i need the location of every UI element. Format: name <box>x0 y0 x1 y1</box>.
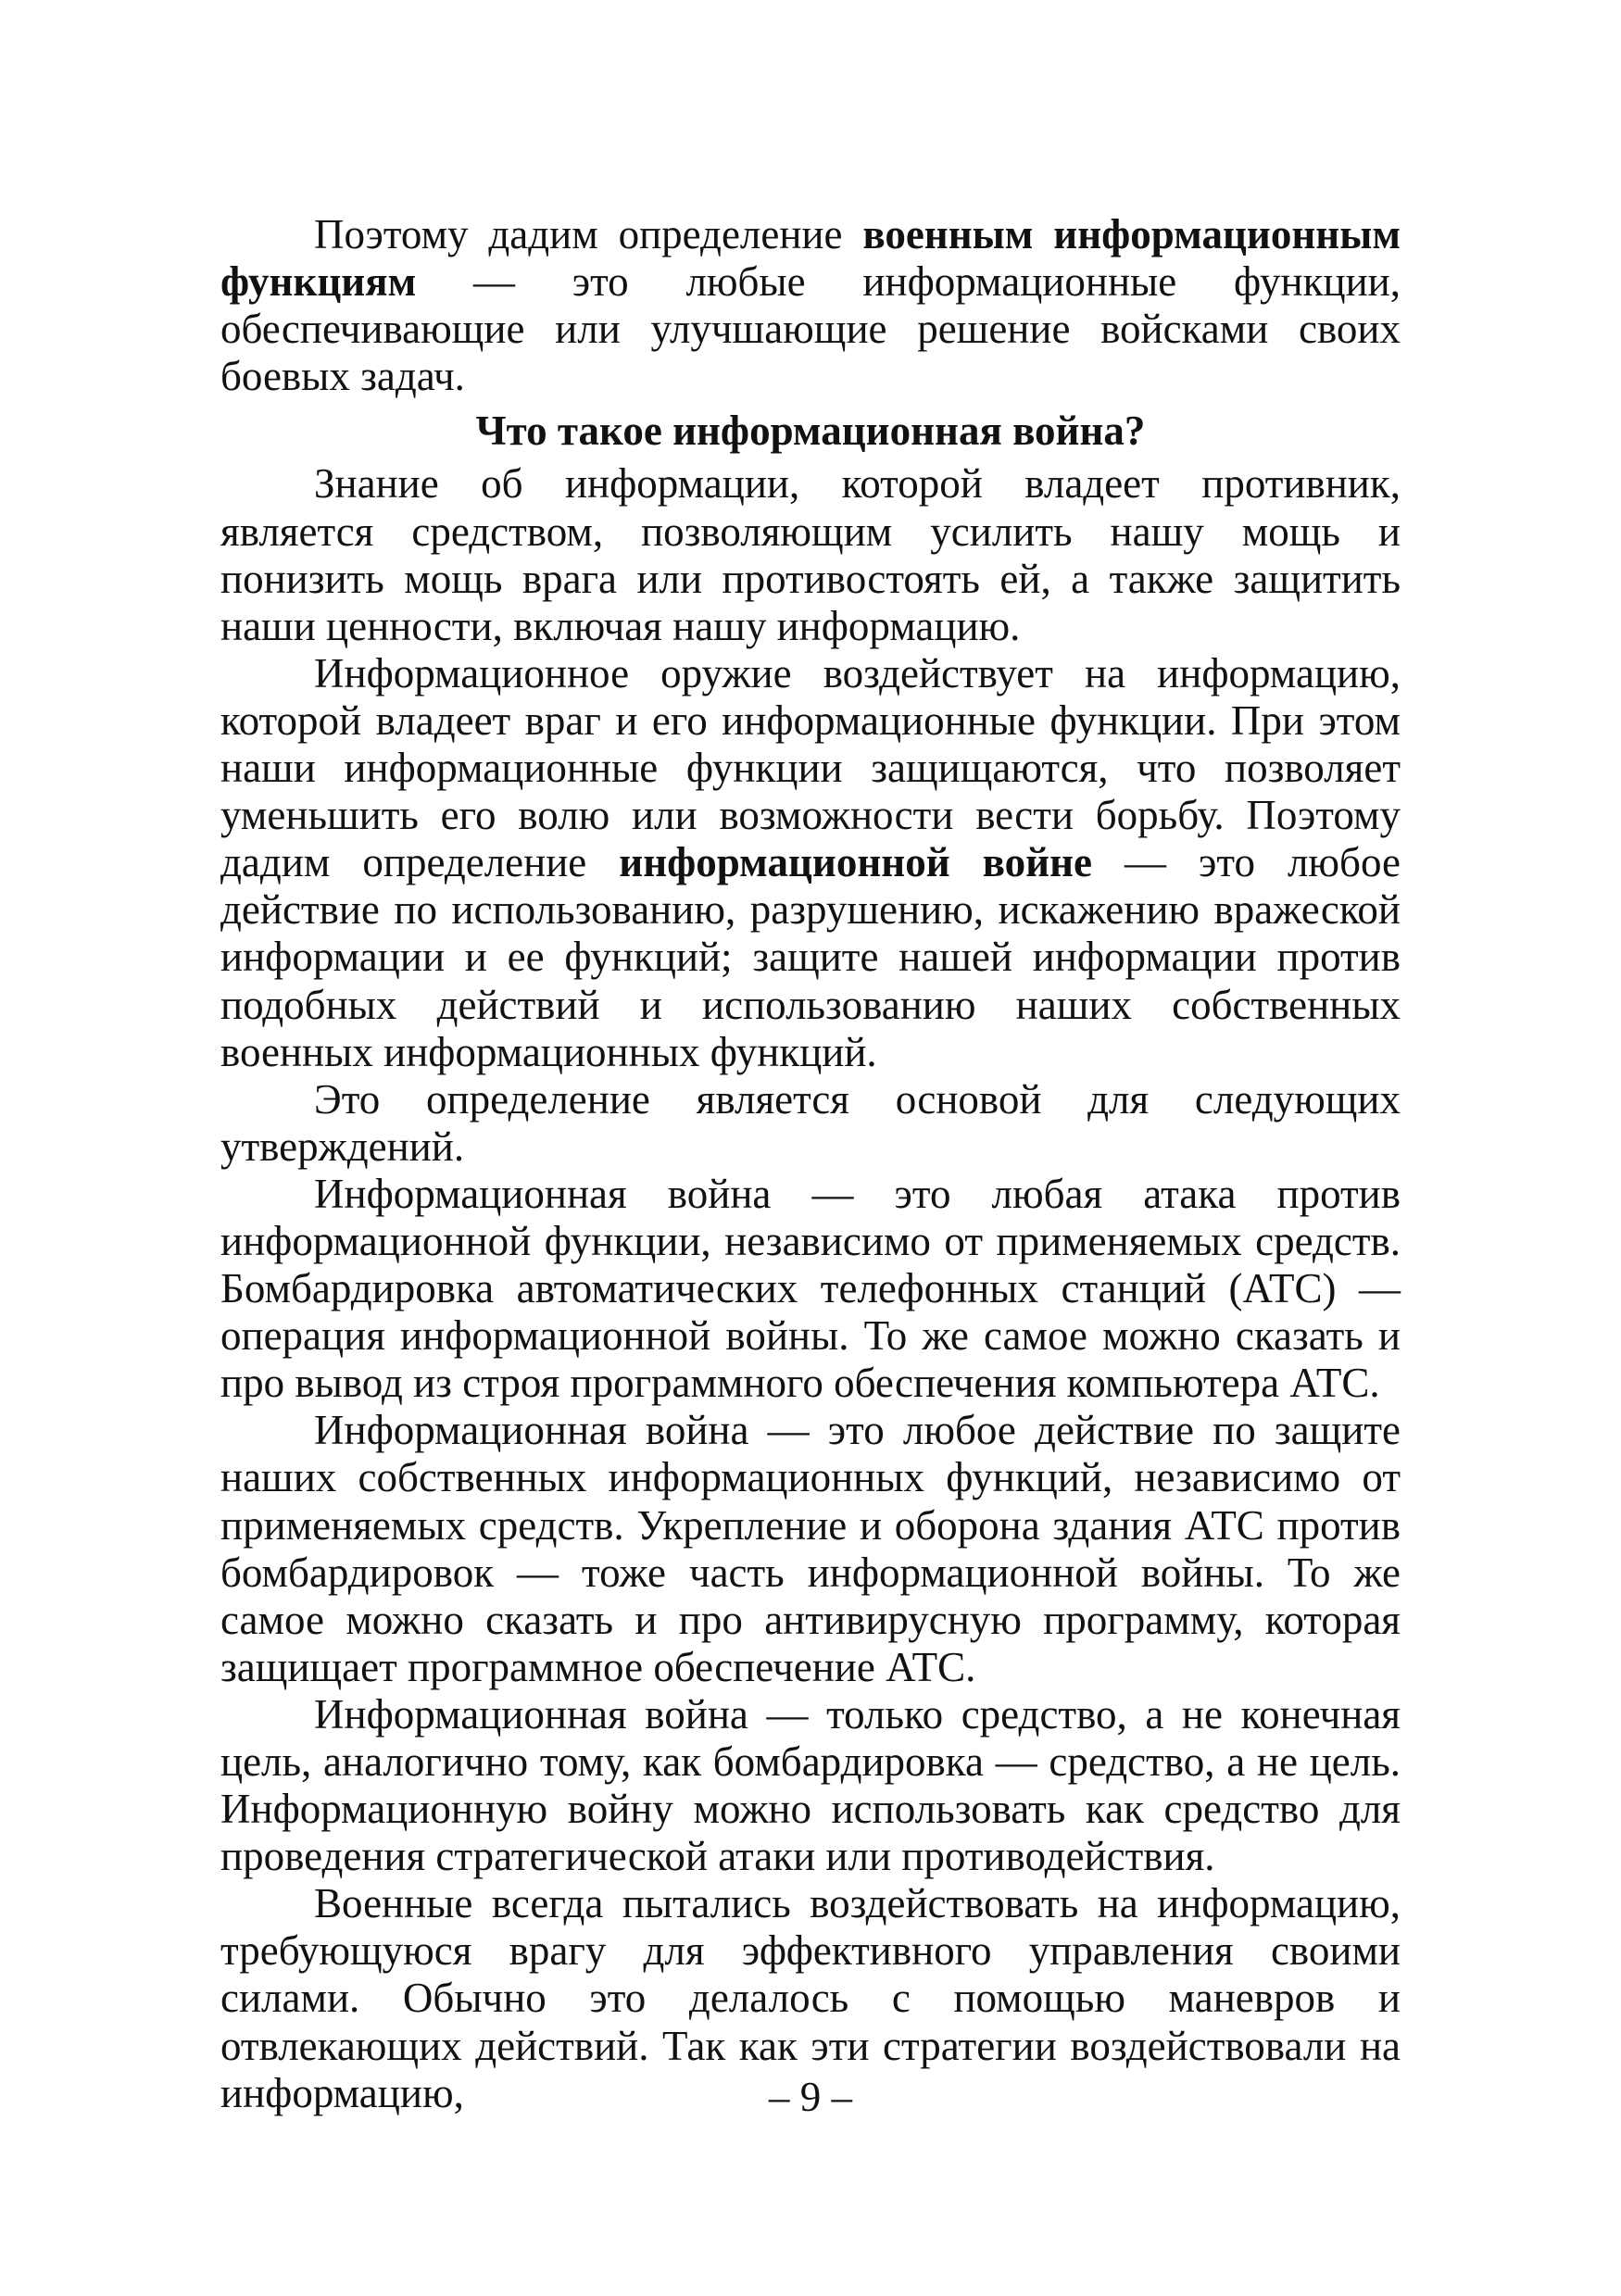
paragraph-info-weapon <box>220 650 1401 1076</box>
bold-term: военным информационным функциям <box>220 211 1401 306</box>
paragraph-text: — это любое действие по использованию, разрушению, искажению вражеской информации и ее функций; защите нашей информации против подобных действий и использованию наших собственных военных информационных функций. <box>220 839 1401 1075</box>
paragraph-military-info-functions <box>220 211 1401 400</box>
paragraph-text: Информационное оружие воздействует на информацию, которой владеет враг и его информационные функции. При этом наши информационные функции защищаются, что позволяет уменьшить его волю или возможности вести борьбу. Поэтому дадим определение <box>220 649 1401 886</box>
body-text <box>220 211 1401 2117</box>
paragraph-definition-basis: Это определение является основой для следующих утверждений. <box>220 1075 1401 1170</box>
paragraph-knowledge: Знание об информации, которой владеет противник, является средством, позволяющим усилить нашу мощь и понизить мощь врага или противостоять ей, а также защитить наши ценности, включая нашу информацию. <box>220 460 1401 649</box>
paragraph-text: Поэтому дадим определение <box>314 211 863 257</box>
paragraph-military-history: Военные всегда пытались воздействовать на информацию, требующуюся врагу для эффективного управления своими силами. Обычно это делалось с помощью маневров и отвлекающих действий. Так как эти стратегии воздействовали на информацию, <box>220 1880 1401 2116</box>
paragraph-text: — это любые информационные функции, обеспечивающие или улучшающие решение войсками своих боевых задач. <box>220 258 1401 400</box>
page-number: – 9 – <box>769 2074 852 2120</box>
paragraph-attack: Информационная война — это любая атака против информационной функции, независимо от применяемых средств. Бомбардировка автоматических телефонных станций (АТС) — операция информационной войны. То же самое можно сказать и про вывод из строя программного обеспечения компьютера АТС. <box>220 1170 1401 1407</box>
bold-term: информационной войне <box>619 839 1092 886</box>
section-heading: Что такое информационная война? <box>475 408 1146 455</box>
paragraph-means: Информационная война — только средство, а не конечная цель, аналогично тому, как бомбардировка — средство, а не цель. Информационную войну можно использовать как средство для проведения стратегической атаки или противодействия. <box>220 1690 1401 1880</box>
paragraph-defense: Информационная война — это любое действие по защите наших собственных информационных функций, независимо от применяемых средств. Укрепление и оборона здания АТС против бомбардировок — тоже часть информационной войны. То же самое можно сказать и про антивирусную программу, которая защищает программное обеспечение АТС. <box>220 1407 1401 1690</box>
